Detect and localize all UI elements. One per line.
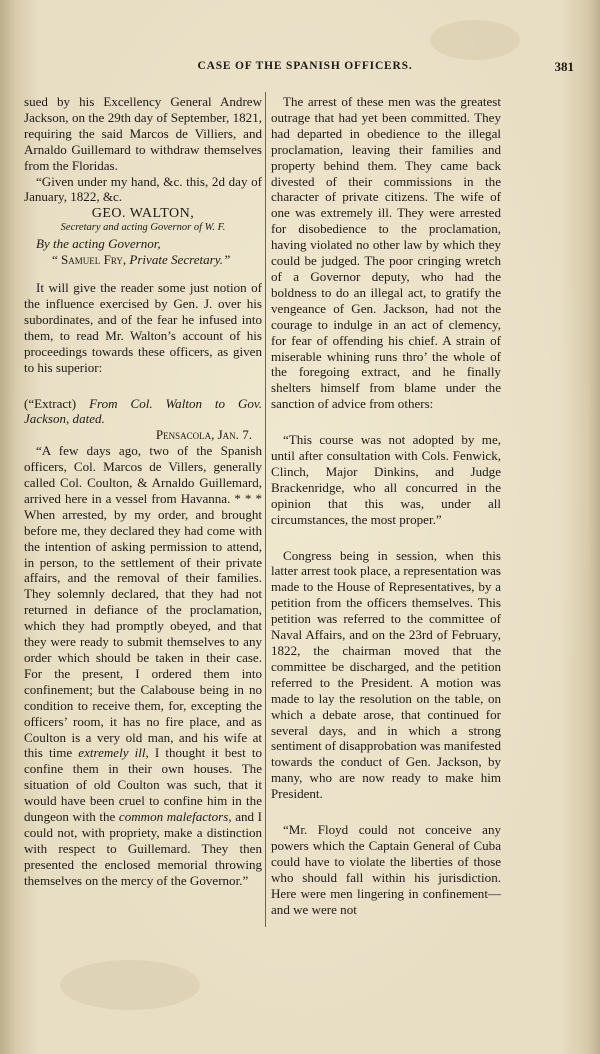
extract-emphasis: extremely ill, (78, 745, 149, 761)
quotation: “Mr. Floyd could not conceive any powers which the Captain General of Cuba could have to violate the liberties of those who should fall within his jurisdiction. Here were men lingering in confinement—and we were not (271, 822, 501, 917)
signature-name: GEO. WALTON, (91, 206, 195, 222)
extract-heading (24, 396, 262, 428)
page-header (22, 60, 588, 80)
extract-date: Pensacola, Jan. 7. (155, 427, 252, 443)
extract-title: From Col. Walton to Gov. Jackson, dated. (24, 395, 263, 427)
column-divider (265, 92, 266, 927)
paper-stain (60, 960, 200, 1010)
right-column (271, 94, 501, 918)
paragraph: Congress being in session, when this latter arrest took place, a representation was made to the House of Representatives, by a petition from the officers themselves. This petition was referred to the committee of Naval Affairs, and on the 23rd of February, 1822, the chairman moved that the committee be discharged, and the petition referred to the President. A motion was made to lay the resolution on the table, on which a debate arose, that continued for several days, and in which a strong sentiment of disapprobation was manifested towards the conduct of Gen. Jackson, by many, who are now ready to make him President. (271, 547, 501, 802)
extract-text: “A few days ago, two of the Spanish officers, Col. Marcos de Villers, generally called Col. Coulton, & Arnaldo Guillemard, arrived here in a vessel from Havanna. * * * When arrested, by my order, and brought before me, they declared they had come with the intention of asking permission to attend, in person, to the settlement of their private affairs, and the removal of their families. They solemnly declared, that they had not returned in defiance of the proclamation, which they had promptly obeyed, and that they were ready to submit themselves to any order which should be taken in their case. For the present, I ordered them into confinement; but the Calabouse being in no condition to receive them, for, excepting the officers’ room, it has no fire place, and as Coulton is a very old man, and his wife at this time (24, 443, 262, 761)
paragraph: The arrest of these men was the greatest outrage that had yet been committed. They had departed in obedience to the illegal proclamation, leaving their families and property behind them. They came back divested of their commissions in the character of private citizens. The wife of one was extremely ill. They were arrested for disobedience to the proclamation, having violated no other law by which they could be judged. The poor cringing wretch of a Governor deputy, who had the boldness to do an illegal act, to gratify the vengeance of Gen. Jackson, had not the courage to indulge in an act of clemency, for fear of offending his chief. A strain of miserable whining runs thro’ the whole of the foregoing extract, and he finally shelters himself from blame under the sanction of advice from others: (271, 94, 501, 412)
paragraph: “Given under my hand, &c. this, 2d day of January, 1822, &c. (24, 173, 262, 205)
extract-label: (“Extract) (24, 395, 77, 411)
paragraph: sued by his Excellency General Andrew Jackson, on the 29th day of September, 1821, requiring the said Marcos de Villiers, and Arnaldo Guillemard to withdraw themselves from the Floridas. (24, 94, 262, 173)
quotation: “This course was not adopted by me, until after consultation with Cols. Fenwick, Clinch, Major Dinkins, and Judge Brackenridge, who all concurred in the opinion that this was, under all circumstances, the most proper.” (271, 432, 501, 527)
page-number: 381 (554, 59, 574, 74)
running-title: CASE OF THE SPANISH OFFICERS. (197, 60, 413, 72)
secretary-name: “ Samuel Fry, (52, 252, 127, 268)
by-line: By the acting Governor, (36, 236, 161, 252)
extract-text: I thought it best to confine them in their own houses. The situation of old Coulton was such, that it would have been cruel to confine him in the dungeon with the (24, 745, 263, 825)
secretary-line (24, 252, 262, 268)
extract-text: and I could not, with propriety, make a distinction with respect to Guillemard. They then presented the enclosed memorial throwing themselves on the mercy of the Governor.” (24, 809, 262, 888)
paper-stain (430, 20, 520, 60)
extract-body (24, 443, 262, 888)
left-column (24, 94, 262, 889)
secretary-title: Private Secretary.” (129, 252, 231, 268)
signature-title: Secretary and acting Governor of W. F. (60, 222, 226, 234)
extract-emphasis: common malefactors, (118, 809, 232, 825)
paragraph: It will give the reader some just notion of the influence exercised by Gen. J. over his subordinates, and of the fear he infused into them, to read Mr. Walton’s account of his proceedings towards these officers, as given to his superior: (24, 280, 262, 375)
